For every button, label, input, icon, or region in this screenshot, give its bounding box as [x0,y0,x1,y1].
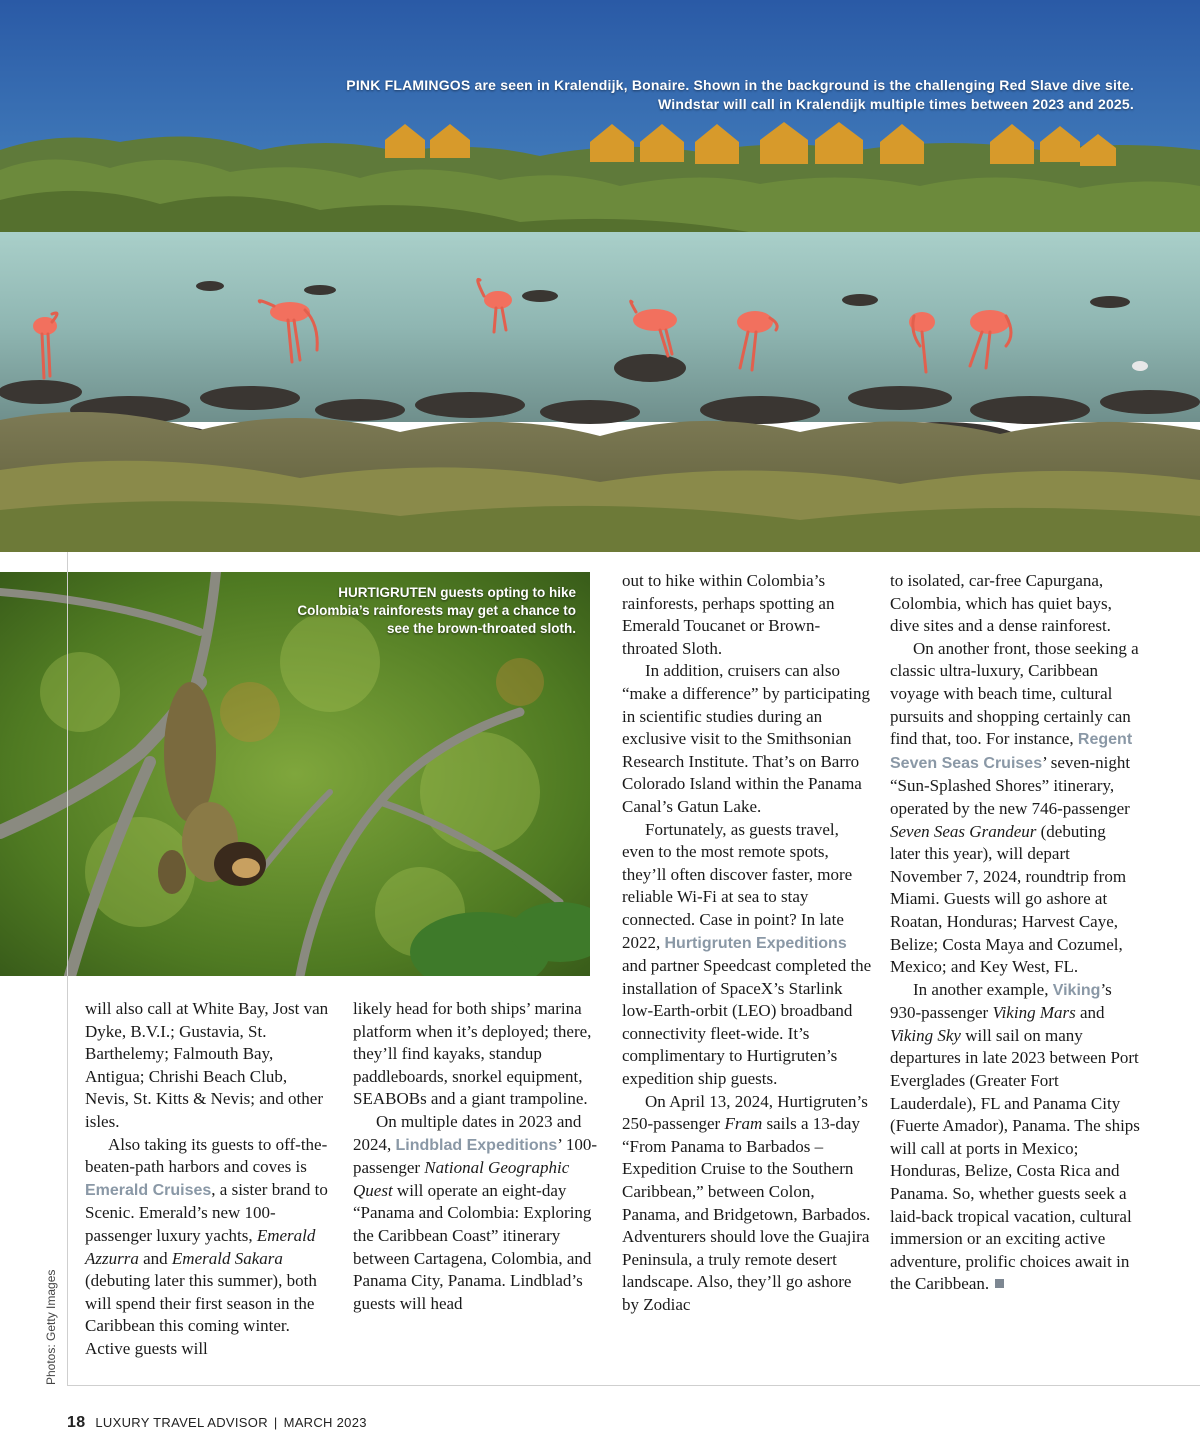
flamingo-photo-caption [334,76,1134,114]
paragraph-text: On multiple dates in 2023 and 2024, [353,1111,582,1154]
paragraph-text: On another front, those seeking a classic ultra-luxury, Caribbean voyage with beach time, cultural pursuits and shopping certainly can find that, too. For instance, [890,638,1139,749]
article-column-1 [85,998,335,1361]
paragraph-text: sails a 13-day “From Panama to Barbados – Expedition Cruise to the Southern Caribbean,” between Colon, Panama, and Bridgetown, Barbados. Adventurers should love the Guajira Peninsula, a truly remote desert landscape. Also, they’ll go ashore by Zodiac [622,1114,871,1314]
caption-text: are seen in Kralendijk, Bonaire. Shown in the background is the challenging Red Slave dive site. Windstar will call in Kralendijk multiple times between 2023 and 2025. [470,77,1134,112]
flamingo-photo [0,0,1200,552]
paragraph-text: ’ seven-night “Sun-Splashed Shores” itinerary, operated by the new 746-passenger [890,752,1131,818]
paragraph-text: On April 13, 2024, Hurtigruten’s 250-passenger [622,1091,868,1134]
footer-rule [67,1385,1200,1386]
paragraph-text: and [1075,1003,1105,1023]
paragraph-text: likely head for both ships’ marina platform when it’s deployed; there, they’ll find kayaks, standup paddleboards, snorkel equipment, SEABOBs and a giant trampoline. [353,999,592,1109]
paragraph [622,819,872,1091]
paragraph [622,1091,872,1317]
end-mark-icon [995,1279,1004,1288]
caption-lead: PINK FLAMINGOS [346,77,471,93]
page-footer [67,1414,367,1432]
ship-name: Emerald Azzurra [85,1225,316,1268]
article-column-4 [890,570,1140,1296]
ship-name: National Geographic Quest [353,1158,570,1200]
paragraph [85,1134,335,1361]
ship-name: Fram [724,1114,763,1134]
paragraph [622,570,872,660]
caption-lead: HURTIGRUTEN [338,585,437,600]
paragraph-text: to isolated, car-free Capurgana, Colombia, which has quiet bays, dive sites and a dense rainforest. [890,571,1112,636]
paragraph-text: Also taking its guests to off-the-beaten-path harbors and coves is [85,1134,328,1177]
photo-credit: Photos: Getty Images [44,1269,58,1385]
paragraph-text: will also call at White Bay, Jost van Dyke, B.V.I.; Gustavia, St. Barthelemy; Falmouth Bay, Antigua; Chrishi Beach Club, Nevis, St. Kitts & Nevis; and other isles. [85,999,329,1131]
paragraph [353,998,603,1111]
paragraph-text: out to hike within Colombia’s rainforests, perhaps spotting an Emerald Toucanet or Brown-throated Sloth. [622,571,835,658]
sloth-photo [0,572,590,976]
ship-name: Viking Sky [890,1025,961,1045]
paragraph-text: and [138,1248,172,1268]
paragraph-text: ’ 100-passenger [353,1134,598,1178]
paragraph-text: (debuting later this year), will depart November 7, 2024, roundtrip from Miami. Guests will go ashore at Roatan, Honduras; Harvest Caye, Belize; Costa Maya and Cozumel, Mexico; and Key West, FL. [890,821,1127,977]
brand-name: Regent Seven Seas Cruises [890,731,1133,772]
ship-name: Emerald Sakara [171,1248,283,1268]
article-column-3 [622,570,872,1317]
brand-name: Viking [1052,981,1101,999]
brand-name: Lindblad Expeditions [395,1136,558,1154]
paragraph-text: , a sister brand to Scenic. Emerald’s new 100-passenger luxury yachts, [85,1179,328,1245]
paragraph-text: In addition, cruisers can also “make a difference” by participating in scientific studies during an exclusive visit to the Smithsonian Research Institute. That’s on Barro Colorado Island within the Panama Canal’s Gatun Lake. [622,661,870,816]
paragraph-text: and partner Speedcast completed the installation of SpaceX’s Starlink low-Earth-orbit (LEO) broadband connectivity fleet-wide. It’s complimentary to Hurtigruten’s expedition ship guests. [622,956,872,1089]
brand-name: Emerald Cruises [85,1181,212,1199]
paragraph-text: will sail on many departures in late 2023 between Port Everglades (Greater Fort Lauderdale), FL and Panama City (Fuerte Amador), Panama. The ships will call at ports in Mexico; Honduras, Belize, Costa Rica and Panama. So, whether guests seek a laid-back tropical vacation, cultural immersion or an exciting active adventure, prolific choices await in the Caribbean. [890,1025,1140,1294]
paragraph-text: (debuting later this summer), both will spend their first season in the Caribbean this coming winter. Active guests will [85,1271,317,1358]
paragraph [890,979,1140,1296]
page-margin-rule [67,552,68,1385]
issue-date: MARCH 2023 [283,1415,367,1430]
ship-name: Seven Seas Grandeur [890,821,1037,841]
paragraph-text: In another example, [913,979,1053,999]
paragraph [890,570,1140,638]
paragraph [85,998,335,1134]
paragraph-text: will operate an eight-day “Panama and Colombia: Exploring the Caribbean Coast” itinerary between Cartagena, Colombia, and Panama City, Panama. Lindblad’s guests will head [353,1180,592,1313]
page-number: 18 [67,1414,86,1431]
paragraph-text: Fortunately, as guests travel, even to the most remote spots, they’ll often discover faster, more reliable Wi-Fi at sea to stay connected. Case in point? In late 2022, [622,819,853,952]
paragraph-text: ’s 930-passenger [890,979,1112,1023]
paragraph [353,1111,603,1315]
paragraph [622,660,872,818]
publication-name: LUXURY TRAVEL ADVISOR [95,1415,268,1430]
article-column-2 [353,998,603,1315]
footer-separator: | [273,1415,278,1430]
sloth-photo-caption [276,584,576,638]
paragraph [890,638,1140,979]
caption-text: guests opting to hike Colombia’s rainforests may get a chance to see the brown-throated sloth. [297,585,576,636]
ship-name: Viking Mars [992,1003,1076,1023]
brand-name: Hurtigruten Expeditions [664,934,847,952]
